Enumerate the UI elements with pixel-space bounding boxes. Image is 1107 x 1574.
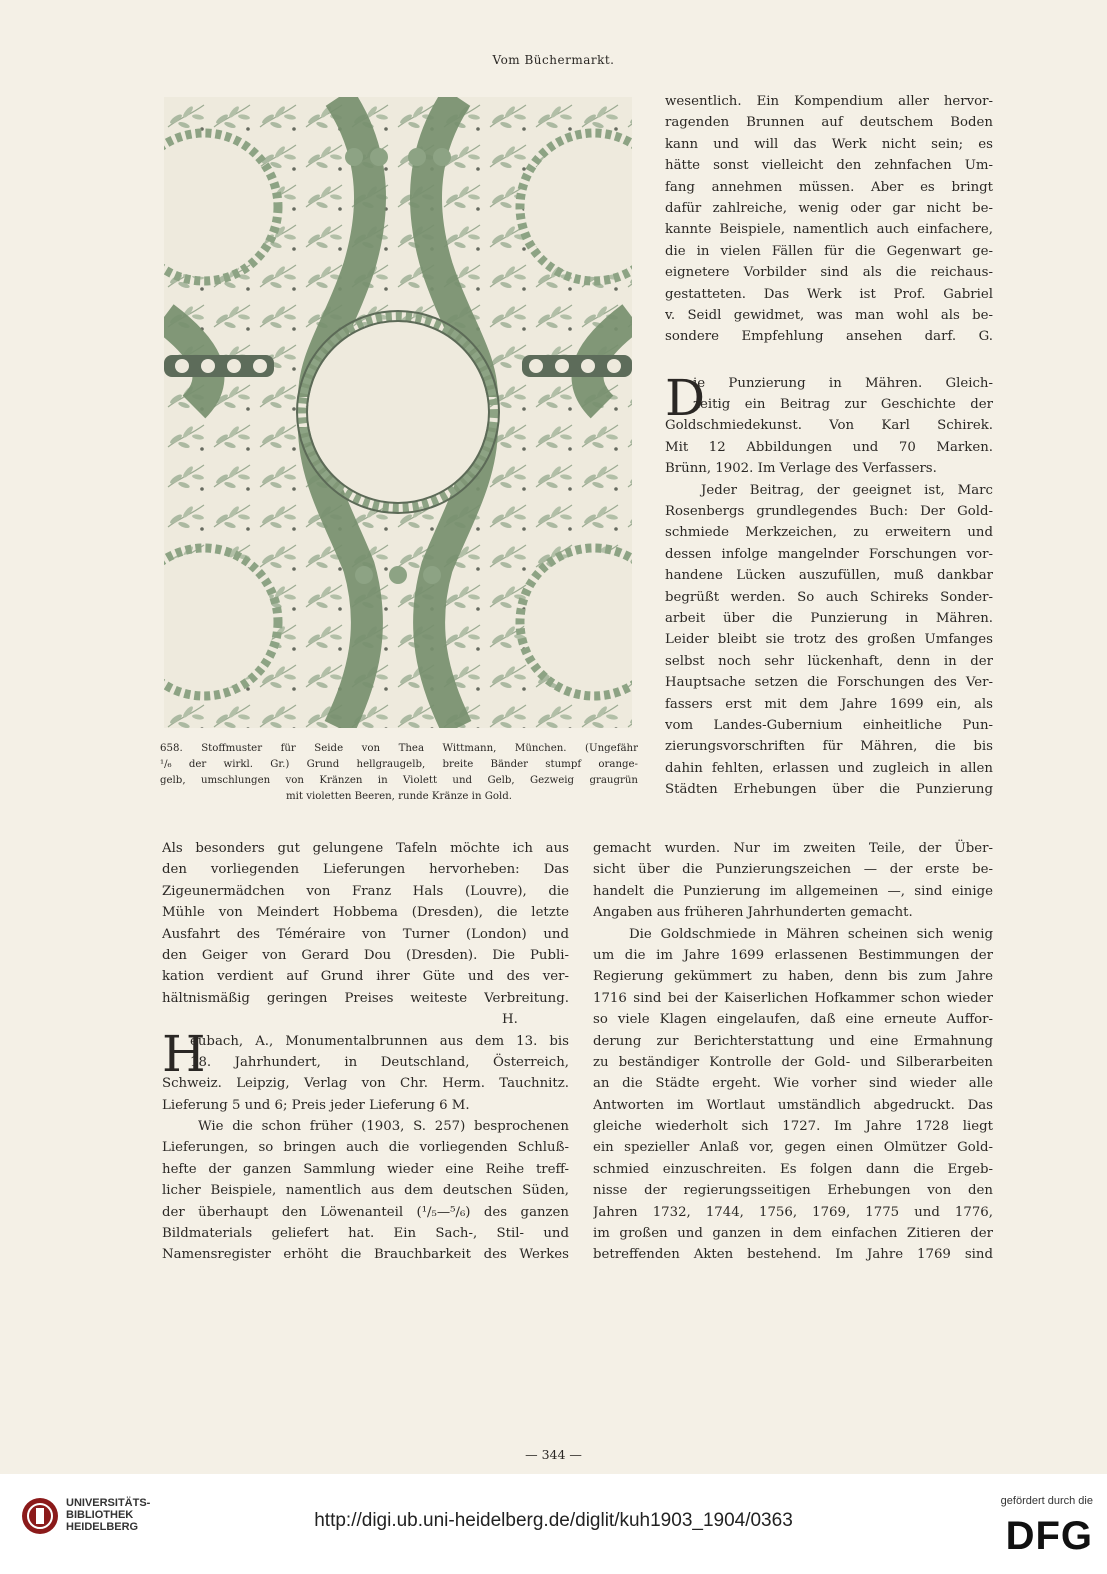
review-title-line: eubach, A., Monumentalbrunnen aus dem 13. bis <box>190 1033 569 1049</box>
right-column-bottom <box>593 838 993 1266</box>
text-line: Jeder Beitrag, der geeignet ist, Marc <box>701 482 993 498</box>
text-line: Antworten im Wortlaut umständlich abgedruckt. Das <box>593 1097 993 1113</box>
caption-line: gelb, umschlungen von Kränzen in Violett und Gelb, Gezweig graugrün <box>160 775 638 786</box>
page-number: — 344 — <box>525 1447 582 1462</box>
text-line: sondere Empfehlung ansehen darf. G. <box>665 329 993 345</box>
text-line: Hauptsache setzen die Forschungen des Ver- <box>665 675 993 691</box>
text-line: zeitig ein Beitrag zur Geschichte der <box>693 397 993 413</box>
text-line: Jahren 1732, 1744, 1756, 1769, 1775 und 1776, <box>593 1204 993 1220</box>
text-line: den vorliegenden Lieferungen hervorheben: Das <box>162 862 569 878</box>
text-line: 18. Jahrhundert, in Deutschland, Österreich, <box>190 1054 569 1070</box>
text-line: Städten Erhebungen über die Punzierung <box>665 782 993 798</box>
left-column <box>162 838 569 1266</box>
dfg-logo: DFG <box>1005 1514 1093 1558</box>
text-line: betreffenden Akten bestehend. Im Jahre 1769 sind <box>593 1247 993 1263</box>
text-line: nisse der regierungsseitigen Erhebungen von den <box>593 1183 993 1199</box>
text-line: wesentlich. Ein Kompendium aller hervor- <box>665 94 993 109</box>
figure-caption <box>160 741 638 805</box>
text-line: gleiche wiederholt sich 1727. Im Jahre 1728 liegt <box>593 1119 993 1135</box>
text-line: Goldschmiedekunst. Von Karl Schirek. <box>665 418 993 434</box>
text-line: 1716 sind bei der Kaiserlichen Hofkammer schon wieder <box>593 990 993 1006</box>
text-line: Mit 12 Abbildungen und 70 Marken. <box>665 439 993 455</box>
text-line: an die Städte ergeht. Wie vorher sind wieder alle <box>593 1076 993 1092</box>
text-line: der überhaupt den Löwenanteil (¹/₅—⁵/₆) des ganzen <box>162 1204 569 1220</box>
text-line: dessen infolge mangelnder Forschungen vor- <box>665 546 993 562</box>
institution-line: BIBLIOTHEK <box>66 1509 134 1521</box>
text-line: dahin fehlten, erlassen und zugleich in allen <box>665 760 993 776</box>
text-line: Mühle von Meindert Hobbema (Dresden), die letzte <box>162 905 569 921</box>
text-line: hätte sonst vielleicht den zehnfachen Um- <box>665 158 993 174</box>
running-head: Vom Büchermarkt. <box>492 53 615 67</box>
text-line: selbst noch sehr lückenhaft, denn in der <box>665 653 993 669</box>
review-punzierung <box>665 368 993 801</box>
text-line: licher Beispiele, namentlich aus dem deutschen Süden, <box>162 1183 569 1199</box>
text-line: sicht über die Punzierungszeichen — der erste be- <box>593 862 993 878</box>
text-line: im großen und ganzen in dem einfachen Zitieren der <box>593 1226 993 1242</box>
institution-line: HEIDELBERG <box>66 1521 139 1533</box>
text-line: handene Lücken auszufüllen, muß dankbar <box>665 568 993 584</box>
text-line: dafür zahlreiche, wenig oder gar nicht be- <box>665 200 993 216</box>
text-line: Leider bleibt sie trotz des großen Umfanges <box>665 632 993 648</box>
drop-cap: D <box>665 368 706 427</box>
silk-pattern-image <box>164 97 632 728</box>
text-line: Bildmaterials geliefert hat. Ein Sach-, Stil- und <box>162 1226 569 1242</box>
text-line: Lieferung 5 und 6; Preis jeder Lieferung 6 M. <box>162 1097 470 1113</box>
text-line: den Geiger von Gerard Dou (Dresden). Die Publi- <box>162 947 569 963</box>
textile-pattern-illustration <box>164 97 632 728</box>
text-line: schmiede Merkzeichen, zu erweitern und <box>665 525 993 541</box>
reviewer-signature: H. <box>502 1012 518 1028</box>
text-line: Die Goldschmiede in Mähren scheinen sich wenig <box>629 926 993 942</box>
text-line: handelt die Punzierung im allgemeinen —, sind einige <box>593 883 993 899</box>
caption-line: ¹/₆ der wirkl. Gr.) Grund hellgraugelb, breite Bänder stumpf orange- <box>160 759 638 770</box>
digitization-footer <box>0 1474 1107 1574</box>
text-line: vom Landes-Gubernium einheitliche Pun- <box>665 717 993 733</box>
caption-line: mit violetten Beeren, runde Kränze in Gold. <box>285 791 513 802</box>
text-line: Brünn, 1902. Im Verlage des Verfassers. <box>665 461 937 477</box>
caption-line: 658. Stoffmuster für Seide von Thea Wittmann, München. (Ungefähr <box>160 743 638 754</box>
text-line: um die im Jahre 1699 erlassenen Bestimmungen der <box>593 947 993 963</box>
text-line: hefte der ganzen Sammlung wieder eine Reihe treff- <box>162 1161 569 1177</box>
drop-cap: H <box>162 1024 206 1083</box>
funding-text: gefördert durch die <box>1000 1495 1093 1507</box>
text-line: eignetere Vorbilder sind als die reichaus- <box>665 265 993 281</box>
text-line: kation verdient auf Grund ihrer Güte und des ver- <box>162 969 569 985</box>
text-line: kann und will das Werk nicht sein; es <box>665 136 993 152</box>
source-url-link[interactable]: http://digi.ub.uni-heidelberg.de/diglit/kuh1903_1904/0363 <box>314 1510 793 1531</box>
text-line: arbeit über die Punzierung in Mähren. <box>665 610 993 626</box>
text-line: schmied einzuschreiten. Es folgen dann die Ergeb- <box>593 1161 993 1177</box>
text-line: Lieferungen, so bringen auch die vorliegenden Schluß- <box>162 1140 569 1156</box>
text-line: so viele Klagen eingelaufen, daß eine erneute Auffor- <box>593 1012 993 1028</box>
review-title-line: ie Punzierung in Mähren. Gleich- <box>693 375 993 391</box>
text-line: hältnismäßig geringen Preises weiteste Verbreitung. <box>162 990 569 1006</box>
text-line: fassers erst mit dem Jahre 1699 ein, als <box>665 696 993 712</box>
text-line: gemacht wurden. Nur im zweiten Teile, der Über- <box>593 841 993 856</box>
text-line: begrüßt werden. So auch Schireks Sonder- <box>665 589 993 605</box>
institution-line: UNIVERSITÄTS- <box>66 1497 151 1509</box>
review-heubach <box>162 1024 569 1266</box>
text-line: zu beständiger Kontrolle der Gold- und Silberarbeiten <box>593 1054 993 1070</box>
text-line: derung zur Berichterstattung und eine Ermahnung <box>593 1033 993 1049</box>
text-line: Rosenbergs grundlegendes Buch: Der Gold- <box>665 504 993 520</box>
text-line: kannte Beispiele, namentlich auch einfachere, <box>665 222 993 238</box>
text-line: gestatteten. Das Werk ist Prof. Gabriel <box>665 286 993 302</box>
text-line: die in vielen Fällen für die Gegenwart ge- <box>665 243 993 259</box>
text-line: ein spezieller Anlaß vor, gegen einen Olmützer Gold- <box>593 1140 993 1156</box>
text-line: fang annehmen müssen. Aber es bringt <box>665 179 993 195</box>
text-line: zierungsvorschriften für Mähren, die bis <box>665 739 993 755</box>
right-column-top <box>665 91 993 801</box>
text-line: Wie die schon früher (1903, S. 257) besprochenen <box>198 1119 569 1135</box>
text-line: Zigeunermädchen von Franz Hals (Louvre), die <box>162 883 569 899</box>
text-line: Ausfahrt des Téméraire von Turner (London) und <box>162 926 569 942</box>
text-line: Als besonders gut gelungene Tafeln möchte ich aus <box>162 841 569 856</box>
text-line: Regierung gekümmert zu haben, denn bis zum Jahre <box>593 969 993 985</box>
text-line: ragenden Brunnen auf deutschem Boden <box>665 115 993 131</box>
text-line: Angaben aus früheren Jahrhunderten gemacht. <box>593 905 913 921</box>
text-line: v. Seidl gewidmet, was man wohl als be- <box>665 307 993 323</box>
text-line: Namensregister erhöht die Brauchbarkeit des Werkes <box>162 1247 569 1263</box>
text-line: Schweiz. Leipzig, Verlag von Chr. Herm. Tauchnitz. <box>162 1076 569 1092</box>
